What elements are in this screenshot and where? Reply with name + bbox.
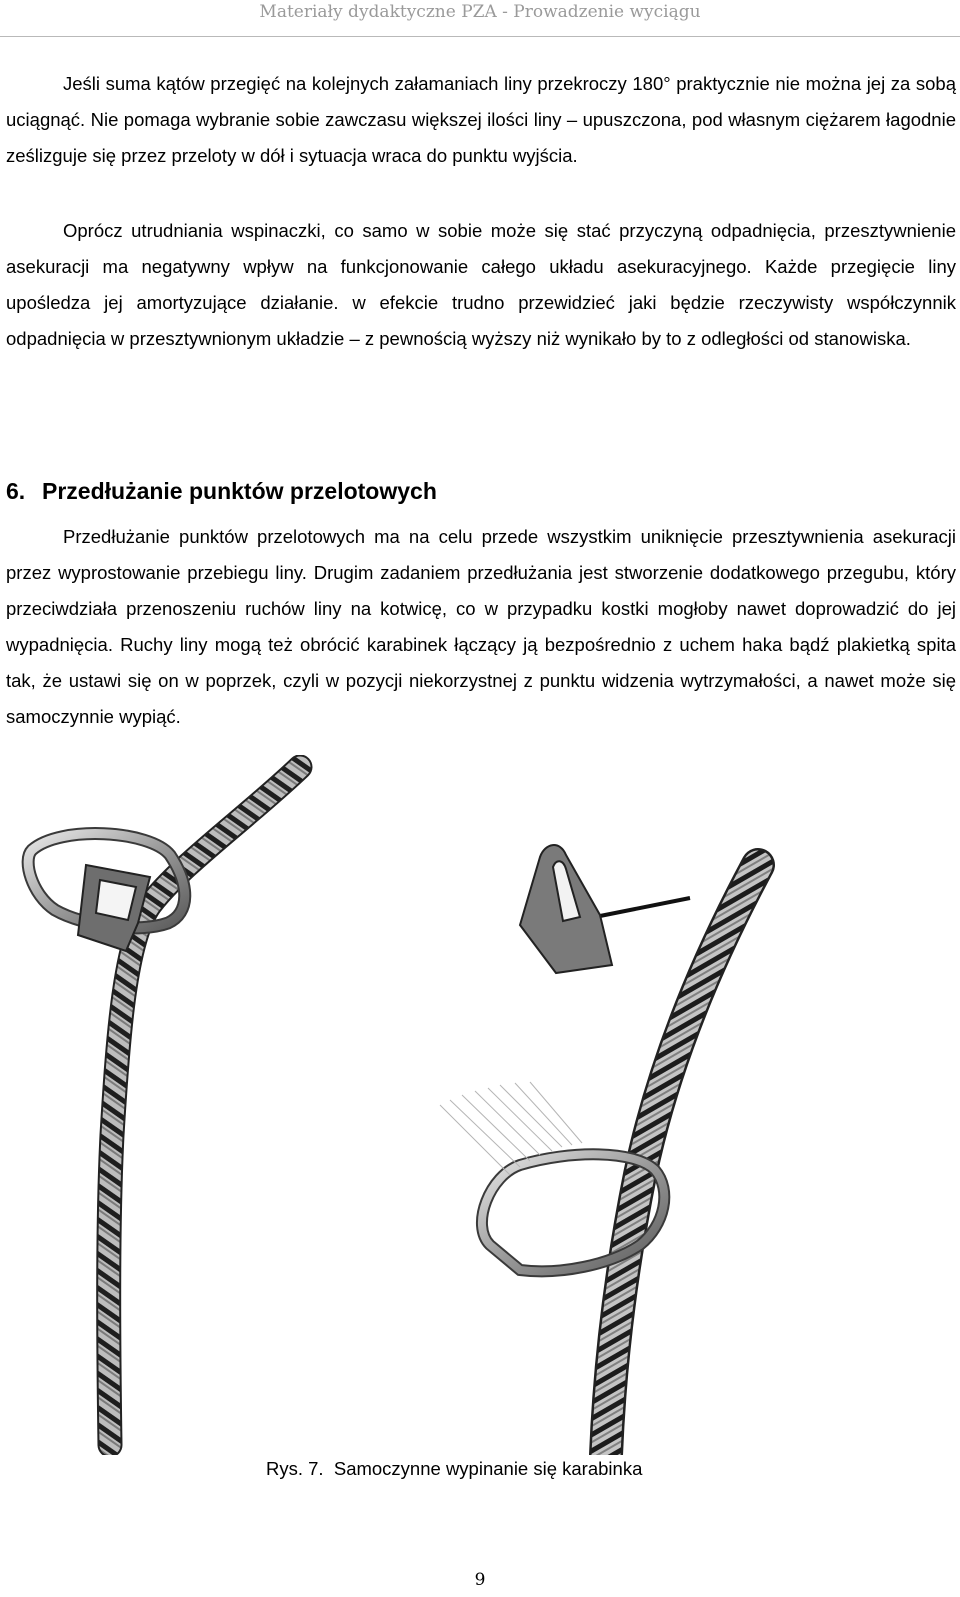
figure-caption (266, 1457, 642, 1481)
right-illustration (440, 845, 758, 1455)
paragraph-2 (6, 213, 956, 357)
header-rule (0, 36, 960, 37)
paragraph-1-text: Jeśli suma kątów przegięć na kolejnych załamaniach liny przekroczy 180° praktycznie nie można jej za sobą uciągnąć. Nie pomaga wybranie sobie zawczasu większej ilości liny – upuszczona, pod własnym ciężarem łagodnie ześlizguje się przez przeloty w dół i sytuacja wraca do punktu wyjścia. (6, 73, 956, 166)
paragraph-3-text: Przedłużanie punktów przelotowych ma na celu przede wszystkim uniknięcie przesztywnienia asekuracji przez wyprostowanie przebiegu liny. Drugim zadaniem przedłużania jest stworzenie dodatkowego przegubu, który przeciwdziała przenoszeniu ruchów liny na kotwicę, co w przypadku kostki mogłoby nawet doprowadzić do jej wypadnięcia. Ruchy liny mogą też obrócić karabinek łączący ją bezpośrednio z uchem haka bądź plakietką spita tak, że ustawi się on w poprzek, czyli w pozycji niekorzystnej z punktu widzenia wytrzymałości, a nawet może się samoczynnie wypiąć. (6, 526, 956, 727)
left-rope (109, 767, 300, 1445)
page-number: 9 (474, 1570, 486, 1590)
paragraph-1 (6, 66, 956, 174)
caption-label: Rys. 7. (266, 1458, 324, 1479)
left-illustration (28, 767, 300, 1445)
figure-carabiner-illustration (0, 755, 960, 1455)
right-thin-cord (590, 898, 690, 918)
section-title: Przedłużanie punktów przelotowych (42, 478, 437, 504)
paragraph-3 (6, 519, 956, 735)
section-heading (6, 475, 437, 507)
section-number: 6. (6, 478, 26, 504)
running-header: Materiały dydaktyczne PZA - Prowadzenie wyciągu (259, 2, 701, 22)
carabiner-illustration (0, 755, 960, 1455)
caption-text: Samoczynne wypinanie się karabinka (333, 1458, 643, 1479)
paragraph-2-text: Oprócz utrudniania wspinaczki, co samo w sobie może się stać przyczyną odpadnięcia, przesztywnienie asekuracji ma negatywny wpływ na funkcjonowanie całego układu asekuracyjnego. Każde przegięcie liny upośledza jej amortyzujące działanie. w efekcie trudno przewidzieć jaki będzie rzeczywisty współczynnik odpadnięcia w przesztywnionym układzie – z pewnością wyższy niż wynikało by to z odległości od stanowiska. (6, 220, 956, 349)
